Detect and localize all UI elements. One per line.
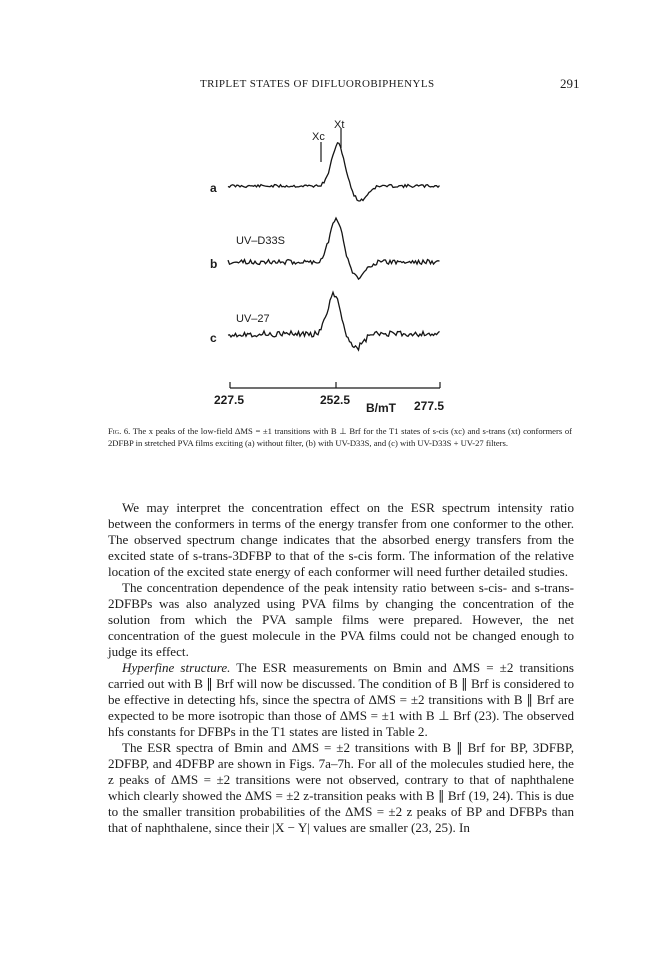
page-number: 291: [560, 76, 580, 91]
paragraph-2: The concentration dependence of the peak intensity ratio between s-cis- and s-trans-2DFBPs was also analyzed using PVA films by changing the concentration of the solution from which the PVA sample films were prepared. However, the net concentration of the guest molecule in the PVA films could not be changed enough to judge its effect.: [108, 580, 574, 659]
paragraph-3-text: The ESR measurements on Bmin and ΔMS = ±2 transitions carried out with B ∥ Brf will now be discussed. The condition of B ∥ Brf is considered to be effective in detecting hfs, since the spectra of ΔMS = ±2 transitions with B ∥ Brf are expected to be more isotropic than those of ΔMS = ±1 with B ⊥ Brf (23). The observed hfs constants for DFBPs in the T1 states are listed in Table 2.: [108, 660, 574, 739]
spectrum-trace-b: [228, 218, 440, 279]
axis-unit-label: B/mT: [366, 401, 396, 415]
filter-label-c: UV–27: [236, 313, 270, 325]
axis-tick-label-3: 277.5: [414, 399, 445, 413]
hyperfine-heading: Hyperfine structure.: [122, 660, 231, 675]
trace-label-b: b: [210, 257, 218, 271]
filter-label-b: UV–D33S: [236, 235, 285, 247]
xt-label: Xt: [334, 119, 345, 131]
caption-label: Fig. 6.: [108, 426, 131, 436]
esr-spectrum-figure: [0, 0, 672, 420]
paragraph-4: The ESR spectra of Bmin and ΔMS = ±2 transitions with B ∥ Brf for BP, 3DFBP, 2DFBP, and 4DFBP are shown in Figs. 7a–7h. For all of the molecules studied here, the z peaks of ΔMS = ±2 transitions were not observed, contrary to that of naphthalene which clearly showed the ΔMS = ±2 z-transition peaks with B ∥ Brf (19, 24). This is due to the smaller transition probabilities of the ΔMS = ±2 z peaks of BP and DFBPs than that of naphthalene, since their |X − Y| values are smaller (23, 25). In: [108, 740, 574, 835]
axis-tick-label-2: 252.5: [320, 393, 351, 407]
trace-label-c: c: [210, 331, 217, 345]
spectrum-trace-a: [228, 143, 440, 201]
running-title: TRIPLET STATES OF DIFLUOROBIPHENYLS: [200, 78, 435, 90]
xc-label: Xc: [312, 131, 325, 143]
axis-tick-label-1: 227.5: [214, 393, 245, 407]
paragraph-1: We may interpret the concentration effect on the ESR spectrum intensity ratio between the conformers in terms of the energy transfer from one conformer to the other. The observed spectrum change indicates that the absorbed energy transfers from the excited state of s-trans-3DFBP to that of the s-cis form. The information of the relative location of the excited state energy of each conformer will need further detailed studies.: [108, 500, 574, 579]
figure-caption: [108, 426, 572, 449]
caption-text: The x peaks of the low-field ΔMS = ±1 transitions with B ⊥ Brf for the T1 states of s-cis (xc) and s-trans (xt) conformers of 2DFBP in stretched PVA films exciting (a) without filter, (b) with UV-D33S, and (c) with UV-D33S + UV-27 filters.: [108, 426, 572, 448]
trace-label-a: a: [210, 181, 217, 195]
body-text: [108, 500, 574, 836]
paragraph-3: [108, 660, 574, 740]
